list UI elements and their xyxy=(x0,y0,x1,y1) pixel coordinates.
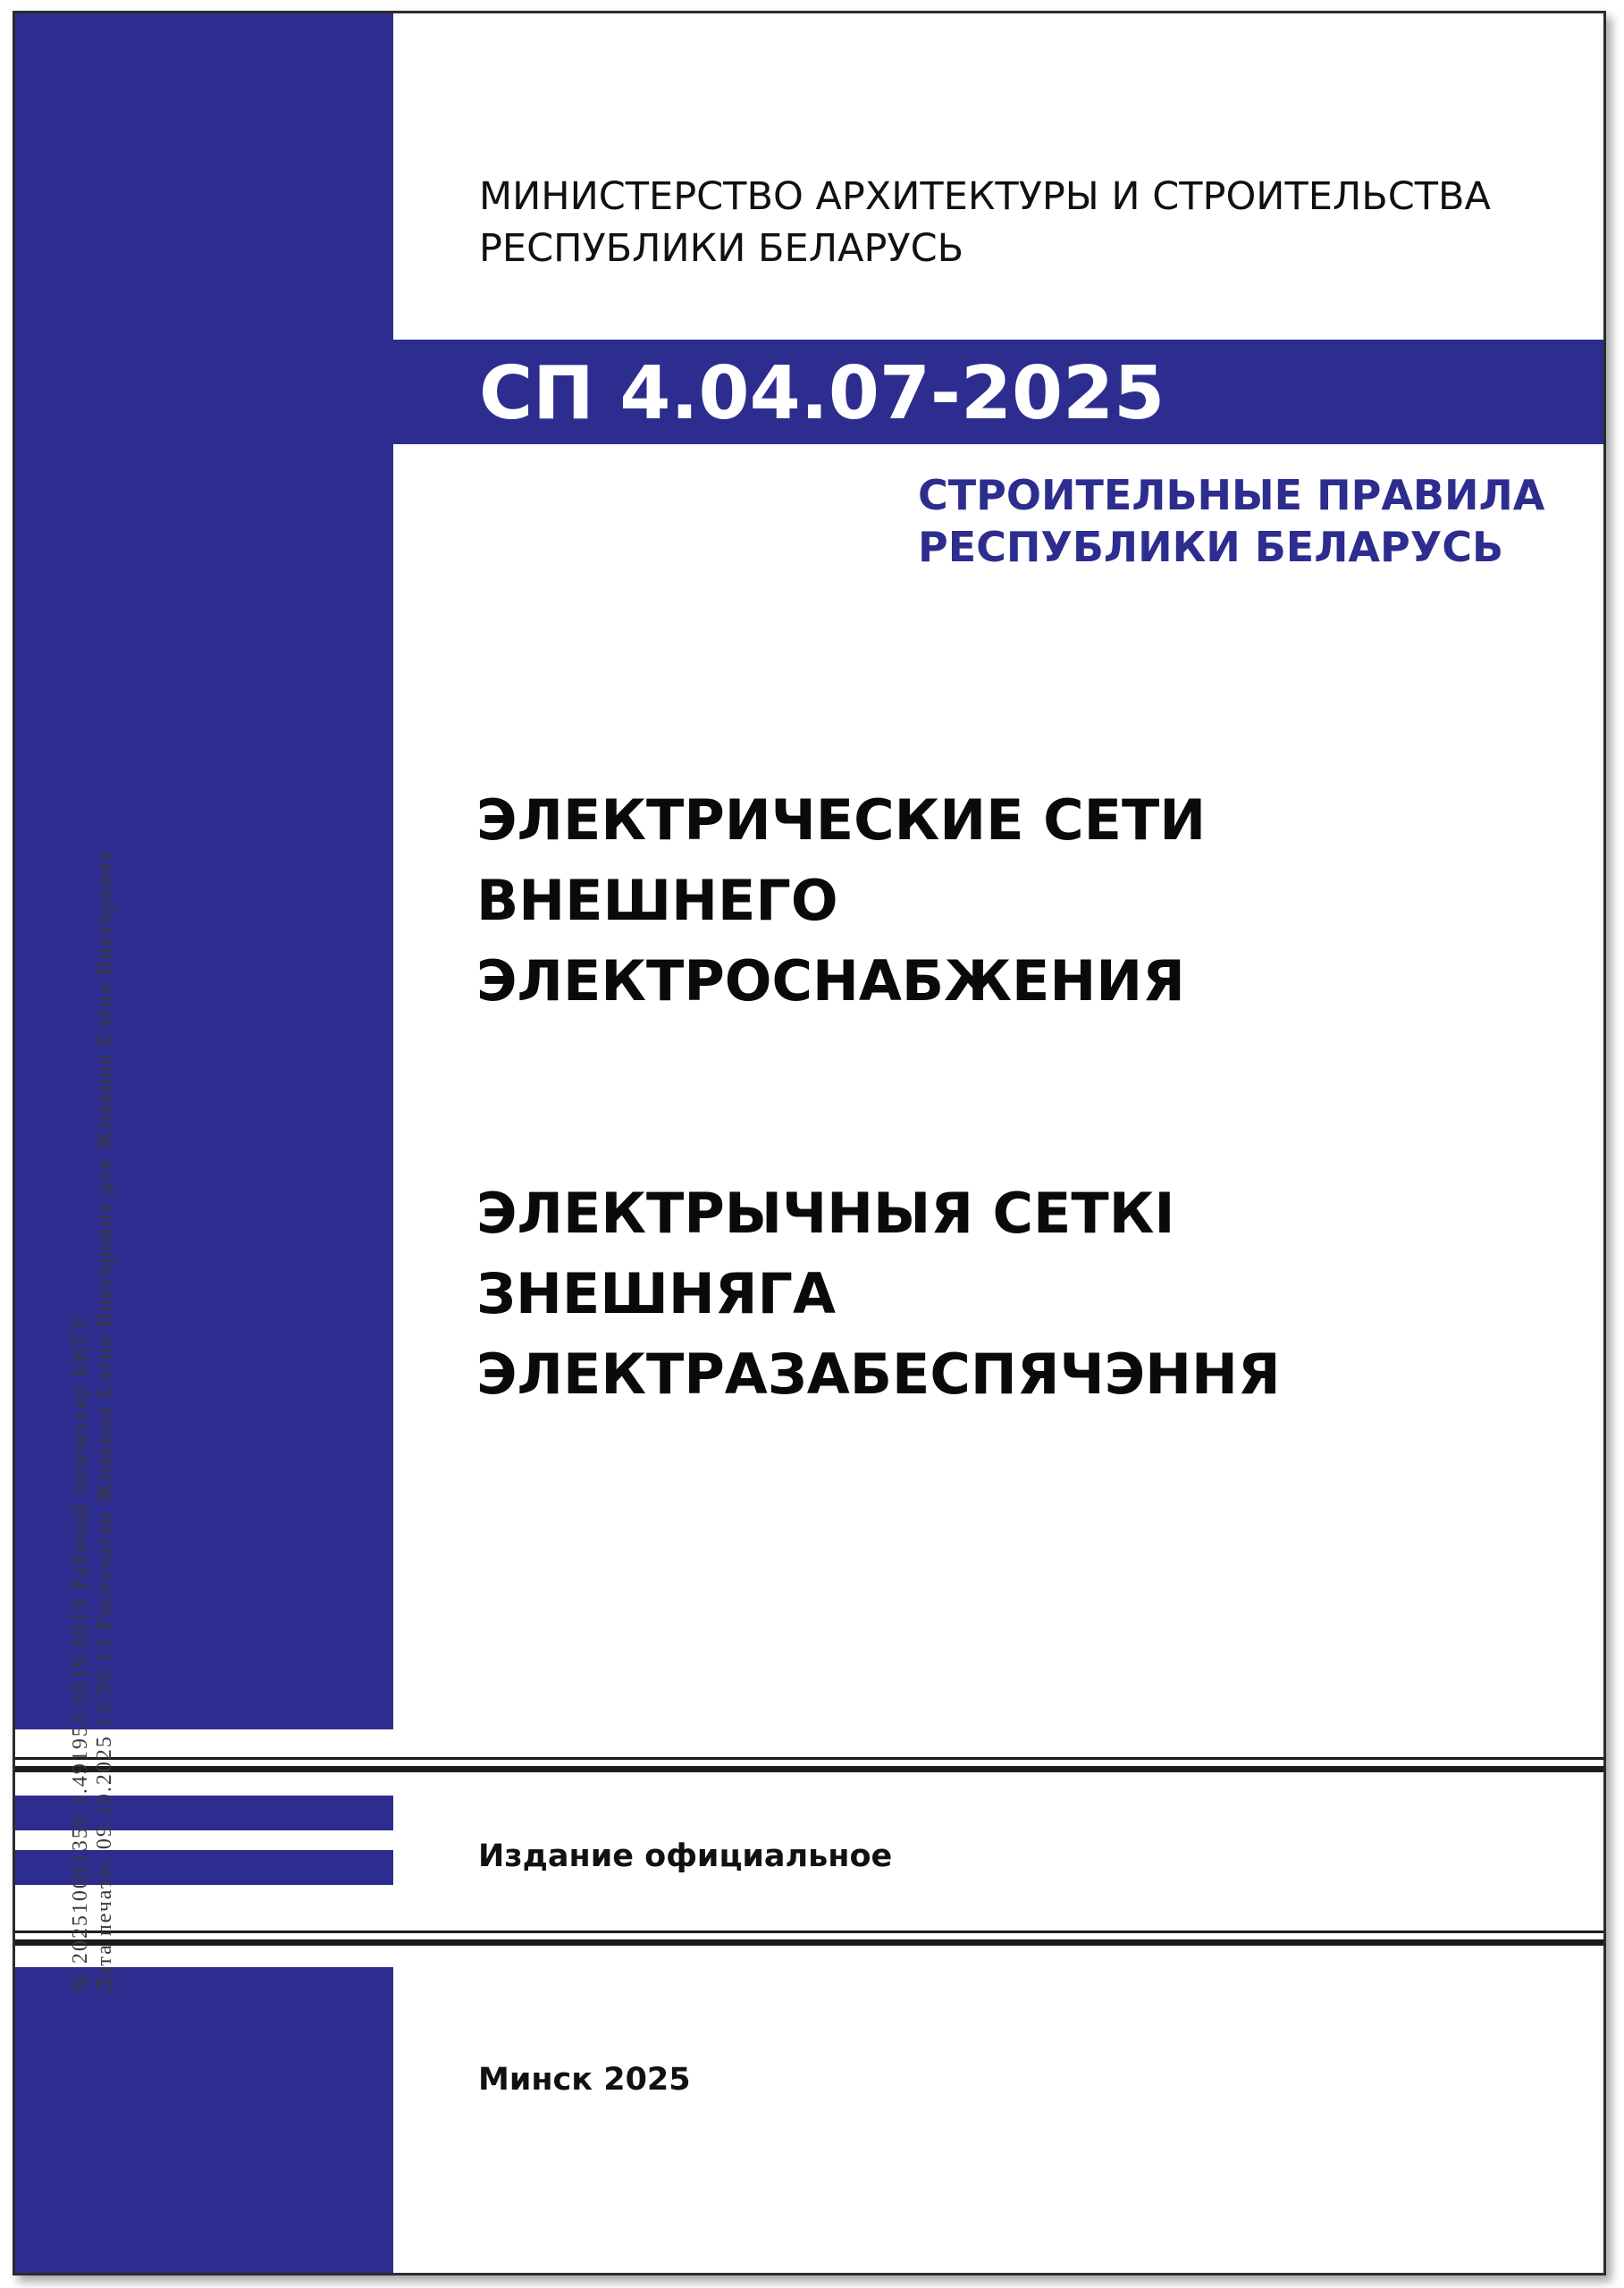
title-line: ЭЛЕКТРИЧЕСКИЕ СЕТИ xyxy=(476,787,1207,853)
ministry-name xyxy=(479,171,1491,274)
title-belarusian xyxy=(476,1173,1281,1415)
document-code: СП 4.04.07-2025 xyxy=(479,351,1165,436)
city-year: Минск 2025 xyxy=(478,2062,691,2098)
ministry-line: МИНИСТЕРСТВО АРХИТЕКТУРЫ И СТРОИТЕЛЬСТВА xyxy=(479,174,1491,219)
document-type xyxy=(918,469,1544,573)
title-line: ЭЛЕКТРАЗАБЕСПЯЧЭННЯ xyxy=(476,1342,1281,1407)
divider-rule-thick xyxy=(15,1766,1603,1772)
print-stamp xyxy=(69,635,117,1993)
document-type-line: СТРОИТЕЛЬНЫЕ ПРАВИЛА xyxy=(918,471,1545,519)
title-line: ЗНЕШНЯГА xyxy=(476,1261,837,1326)
title-russian xyxy=(476,780,1206,1022)
title-line: ЭЛЕКТРОСНАБЖЕНИЯ xyxy=(476,948,1185,1014)
title-line: ЭЛЕКТРЫЧНЫЯ СЕТКІ xyxy=(476,1181,1175,1246)
document-cover xyxy=(13,11,1606,2275)
title-line: ВНЕШНЕГО xyxy=(476,868,838,933)
stamp-line: Дата печати: 09.10.2025 13:59:13 Распечатан Жмакина Елена Викторовна для Жмакина Елена Викторовна xyxy=(93,849,116,1993)
divider-rule-thick xyxy=(15,1939,1603,1946)
divider-rule-thin xyxy=(15,1930,1603,1933)
stamp-line: № 202510091359 3.491953.6919.6919 Рабочий экземпляр БНТУ xyxy=(69,1314,92,1993)
document-type-line: РЕСПУБЛИКИ БЕЛАРУСЬ xyxy=(918,523,1504,571)
left-blue-band-bottom xyxy=(15,1967,393,2273)
edition-label: Издание официальное xyxy=(478,1838,893,1874)
ministry-line: РЕСПУБЛИКИ БЕЛАРУСЬ xyxy=(479,226,964,271)
divider-rule-thin xyxy=(15,1757,1603,1760)
